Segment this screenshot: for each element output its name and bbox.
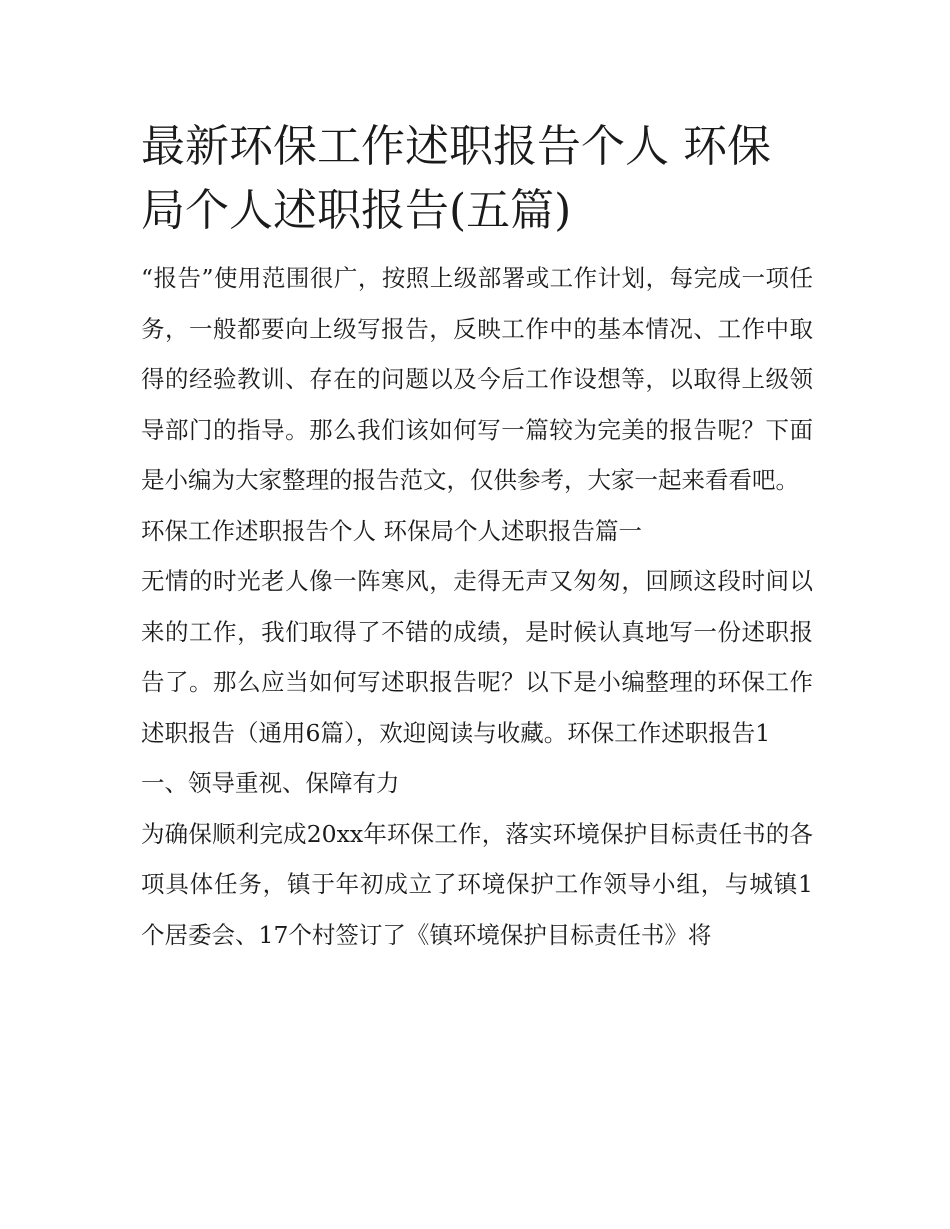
intro-paragraph: “报告”使用范围很广，按照上级部署或工作计划，每完成一项任务，一般都要向上级写报告，反映工作中的基本情况、工作中取得的经验教训、存在的问题以及今后工作设想等，以取得上级领导部门的指导。那么我们该如何写一篇较为完美的报告呢？下面是小编为大家整理的报告范文，仅供参考，大家一起来看看吧。 <box>141 264 813 494</box>
subsection-heading: 一、领导重视、保障有力 <box>141 769 400 797</box>
document-body <box>141 115 813 960</box>
body-paragraph: 为确保顺利完成20xx年环保工作，落实环境保护目标责任书的各项具体任务，镇于年初成立了环境保护工作领导小组，与城镇1个居委会、17个村签订了《镇环境保护目标责任书》将 <box>141 819 813 949</box>
body-paragraph: 无情的时光老人像一阵寒风，走得无声又匆匆，回顾这段时间以来的工作，我们取得了不错的成绩，是时候认真地写一份述职报告了。那么应当如何写述职报告呢？以下是小编整理的环保工作述职报告（通用6篇），欢迎阅读与收藏。环保工作述职报告1 <box>141 567 813 747</box>
section-heading: 环保工作述职报告个人 环保局个人述职报告篇一 <box>141 516 642 545</box>
document-title: 最新环保工作述职报告个人 环保局个人述职报告(五篇) <box>141 121 771 236</box>
